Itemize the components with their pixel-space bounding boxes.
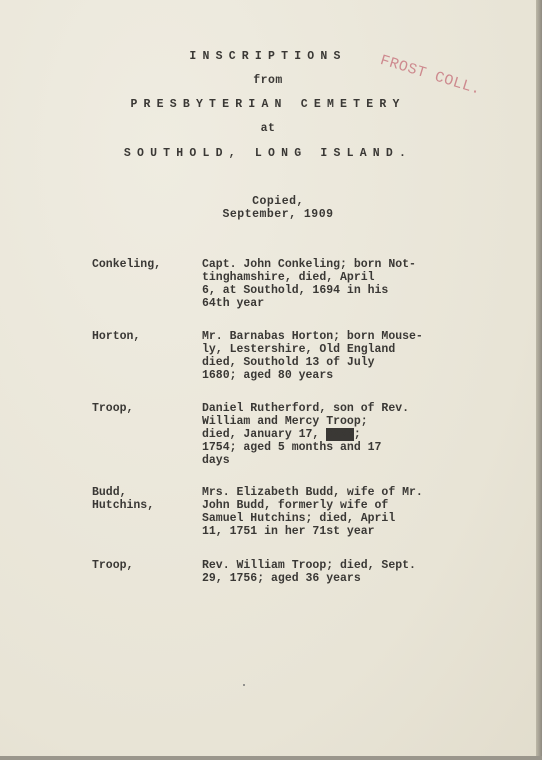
entry-text-troop-william: Rev. William Troop; died, Sept. 29, 1756; aged 36 years: [202, 559, 416, 585]
title-cemetery: PRESBYTERIAN CEMETERY: [130, 98, 406, 111]
entry-text-before: Daniel Rutherford, son of Rev. William and Mercy Troop; died, January 17,: [202, 402, 410, 441]
title-inscriptions: INSCRIPTIONS: [189, 50, 347, 63]
entry-text-conkeling: Capt. John Conkeling; born Not- tinghamshire, died, April 6, at Southold, 1694 in his 64th year: [202, 258, 416, 310]
entry-text-after: ; 1754; aged 5 months and 17 days: [202, 428, 382, 467]
paper-speck: [243, 684, 245, 686]
entry-name-budd-hutchins: Budd, Hutchins,: [92, 486, 155, 512]
copied-label: Copied,: [252, 195, 304, 208]
title-location: SOUTHOLD, LONG ISLAND.: [123, 147, 413, 160]
page-edge-bottom: [0, 756, 542, 760]
entry-name-conkeling: Conkeling,: [92, 258, 162, 271]
copied-date: September, 1909: [222, 208, 334, 221]
struck-out-text: XXXX: [326, 428, 354, 441]
title-from: from: [253, 74, 283, 87]
entry-text-horton: Mr. Barnabas Horton; born Mouse- ly, Lestershire, Old England died, Southold 13 of July 1680; aged 80 years: [202, 330, 423, 382]
entry-text-troop-daniel: [202, 402, 462, 467]
title-at: at: [260, 122, 276, 135]
entry-text-budd: Mrs. Elizabeth Budd, wife of Mr. John Budd, formerly wife of Samuel Hutchins; died, April 11, 1751 in her 71st year: [202, 486, 423, 538]
entry-name-troop-william: Troop,: [92, 559, 134, 572]
entry-name-horton: Horton,: [92, 330, 141, 343]
entry-name-troop-daniel: Troop,: [92, 402, 134, 415]
frost-collection-stamp: FROST COLL.: [378, 52, 483, 99]
page-edge-right: [536, 0, 542, 760]
